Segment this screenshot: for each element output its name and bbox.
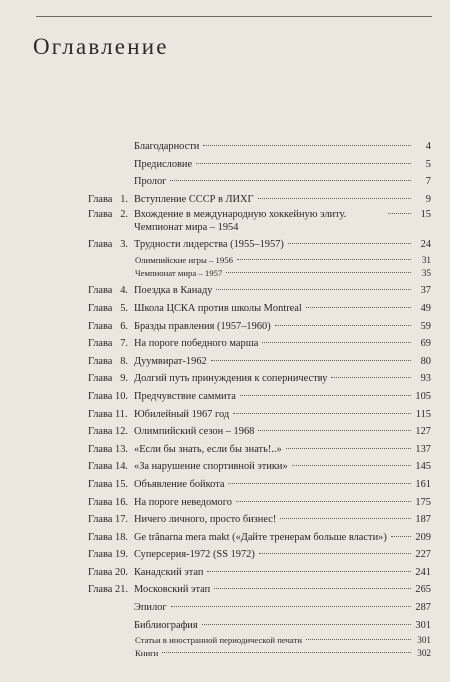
toc-entry-page: 49 — [420, 302, 431, 314]
toc-entry-title: Трудности лидерства (1955–1957) — [134, 239, 284, 251]
toc-entry-chapter: Глава 21. — [88, 584, 128, 596]
toc-entry-title: Московский этап — [134, 584, 211, 596]
toc-entry-page: 301 — [417, 635, 431, 646]
toc-entry-chapter: Глава 9. — [88, 373, 128, 385]
toc-entry-page: 37 — [420, 285, 431, 297]
toc-entry-page: 4 — [425, 141, 431, 152]
toc-entry-chapter: Глава 8. — [88, 355, 128, 367]
toc-entry-chapter: Глава 13. — [88, 443, 128, 455]
dot-leader — [391, 536, 411, 537]
toc-entry-title: На пороге неведомого — [134, 496, 232, 508]
toc-entry — [88, 173, 431, 191]
dot-leader — [288, 243, 411, 244]
toc-entry-chapter: Глава 10. — [88, 390, 128, 402]
table-of-contents — [88, 138, 431, 661]
toc-entry-title: Вступление СССР в ЛИХГ — [134, 193, 254, 205]
toc-entry — [88, 236, 431, 254]
toc-subentry — [88, 634, 431, 647]
dot-leader — [262, 342, 411, 343]
toc-entry — [88, 617, 431, 635]
toc-entry-title: Юбилейный 1967 год — [134, 408, 230, 420]
toc-entry — [88, 208, 431, 234]
dot-leader — [202, 624, 411, 625]
toc-entry-chapter: Глава 2. — [88, 209, 128, 221]
toc-entry-title: Библиография — [134, 619, 198, 631]
toc-entry — [88, 406, 431, 424]
toc-entry-title: На пороге победного марша — [134, 338, 259, 350]
toc-subentry — [88, 647, 431, 660]
toc-entry-chapter: Глава 5. — [88, 302, 128, 314]
toc-entry-page: 241 — [415, 566, 431, 578]
toc-entry — [88, 529, 431, 547]
toc-entry-page: 209 — [415, 531, 431, 543]
toc-entry-title: Эпилог — [134, 602, 167, 614]
toc-subentry — [88, 267, 431, 280]
dot-leader — [258, 198, 411, 199]
toc-entry-title: Объявление бойкота — [134, 478, 225, 490]
toc-entry-chapter: Глава 15. — [88, 478, 128, 490]
dot-leader — [306, 639, 411, 640]
toc-entry — [88, 138, 431, 156]
toc-entry — [88, 476, 431, 494]
toc-entry-page: 145 — [415, 461, 431, 473]
toc-entry-title: «Если бы знать, если бы знать!..» — [134, 443, 282, 455]
toc-entry-title: Предчувствие саммита — [134, 390, 236, 402]
toc-entry-title: Поездка в Канаду — [134, 285, 213, 297]
toc-entry — [88, 156, 431, 174]
toc-entry-title: Статьи в иностранной периодической печати — [135, 635, 302, 646]
toc-subentry — [88, 254, 431, 267]
toc-entry-page: 15 — [420, 209, 431, 221]
toc-entry-page: 105 — [415, 390, 431, 402]
dot-leader — [228, 483, 411, 484]
toc-entry-chapter: Глава 7. — [88, 338, 128, 350]
toc-entry — [88, 546, 431, 564]
dot-leader — [237, 259, 411, 260]
toc-entry — [88, 441, 431, 459]
toc-entry-title: Благодарности — [134, 141, 200, 152]
toc-entry-chapter: Глава 20. — [88, 566, 128, 578]
toc-entry-page: 161 — [415, 478, 431, 490]
dot-leader — [259, 553, 411, 554]
toc-entry-page: 24 — [420, 239, 431, 251]
dot-leader — [286, 448, 411, 449]
toc-entry — [88, 388, 431, 406]
dot-leader — [236, 501, 411, 502]
toc-entry — [88, 423, 431, 441]
toc-entry — [88, 353, 431, 371]
toc-entry-chapter: Глава 19. — [88, 549, 128, 561]
toc-entry — [88, 511, 431, 529]
toc-entry-page: 69 — [420, 338, 431, 350]
dot-leader — [214, 588, 411, 589]
toc-entry-title: Канадский этап — [134, 566, 204, 578]
dot-leader — [211, 360, 411, 361]
toc-entry-chapter: Глава 1. — [88, 193, 128, 205]
toc-entry — [88, 282, 431, 300]
dot-leader — [196, 163, 411, 164]
toc-entry-chapter: Глава 3. — [88, 239, 128, 251]
toc-entry-title: Бразды правления (1957–1960) — [134, 320, 271, 332]
dot-leader — [258, 430, 411, 431]
dot-leader — [275, 325, 411, 326]
toc-entry — [88, 581, 431, 599]
toc-entry — [88, 335, 431, 353]
toc-entry — [88, 370, 431, 388]
toc-entry-title: Ge trãnarna mera makt («Дайте тренерам больше власти») — [134, 531, 387, 543]
page-title: Оглавление — [33, 34, 169, 59]
toc-entry-title: «За нарушение спортивной этики» — [134, 461, 288, 473]
toc-entry-page: 187 — [415, 514, 431, 526]
toc-entry-page: 127 — [415, 426, 431, 438]
toc-entry-chapter: Глава 4. — [88, 285, 128, 297]
toc-entry-title: Суперсерия-1972 (SS 1972) — [134, 549, 255, 561]
toc-entry-page: 35 — [421, 268, 431, 279]
dot-leader — [233, 413, 411, 414]
toc-entry-page: 137 — [415, 443, 431, 455]
dot-leader — [207, 571, 411, 572]
toc-entry-page: 9 — [425, 193, 431, 205]
toc-entry-chapter: Глава 14. — [88, 461, 128, 473]
toc-entry-title: Долгий путь принуждения к соперничеству — [134, 373, 328, 385]
dot-leader — [388, 213, 411, 214]
top-rule — [36, 16, 432, 17]
toc-entry-title: Чемпионат мира – 1957 — [135, 268, 223, 279]
toc-entry-title: Олимпийские игры – 1956 — [135, 254, 233, 265]
toc-entry-title: Вхождение в международную хоккейную элиту. Чемпионат мира – 1954 — [134, 209, 347, 234]
toc-entry-chapter: Глава 12. — [88, 426, 128, 438]
toc-entry-page: 59 — [420, 320, 431, 332]
dot-leader — [216, 289, 411, 290]
toc-entry-page: 175 — [415, 496, 431, 508]
toc-entry-page: 265 — [415, 584, 431, 596]
toc-entry-title: Олимпийский сезон – 1968 — [134, 426, 255, 438]
dot-leader — [240, 395, 411, 396]
toc-entry-title: Ничего личного, просто бизнес! — [134, 514, 277, 526]
dot-leader — [170, 180, 411, 181]
toc-entry-page: 80 — [420, 355, 431, 367]
toc-entry-page: 287 — [415, 602, 431, 614]
toc-entry-page: 227 — [415, 549, 431, 561]
toc-entry — [88, 564, 431, 582]
toc-entry-title: Дуумвират-1962 — [134, 355, 207, 367]
dot-leader — [226, 272, 411, 273]
toc-entry — [88, 599, 431, 617]
toc-entry-chapter: Глава 11. — [88, 408, 128, 420]
dot-leader — [171, 606, 411, 607]
toc-entry — [88, 191, 431, 209]
toc-entry — [88, 300, 431, 318]
toc-entry — [88, 494, 431, 512]
dot-leader — [203, 145, 411, 146]
toc-entry — [88, 458, 431, 476]
dot-leader — [162, 652, 411, 653]
toc-entry-chapter: Глава 17. — [88, 514, 128, 526]
toc-entry-page: 115 — [415, 408, 431, 420]
toc-entry-page: 93 — [420, 373, 431, 385]
toc-entry-page: 5 — [425, 158, 431, 170]
toc-entry-page: 302 — [417, 648, 431, 659]
toc-entry-chapter: Глава 6. — [88, 320, 128, 332]
toc-entry-page: 301 — [415, 619, 431, 631]
toc-entry-title: Книги — [135, 648, 159, 659]
toc-entry-chapter: Глава 18. — [88, 531, 128, 543]
toc-entry — [88, 318, 431, 336]
dot-leader — [280, 518, 411, 519]
toc-entry-page: 31 — [421, 254, 431, 265]
dot-leader — [306, 307, 411, 308]
dot-leader — [331, 377, 411, 378]
toc-entry-title: Пролог — [134, 176, 167, 188]
toc-entry-title: Школа ЦСКА против школы Montreal — [134, 302, 302, 314]
toc-entry-chapter: Глава 16. — [88, 496, 128, 508]
dot-leader — [292, 465, 411, 466]
toc-entry-title: Предисловие — [134, 158, 193, 170]
toc-entry-page: 7 — [425, 176, 431, 188]
